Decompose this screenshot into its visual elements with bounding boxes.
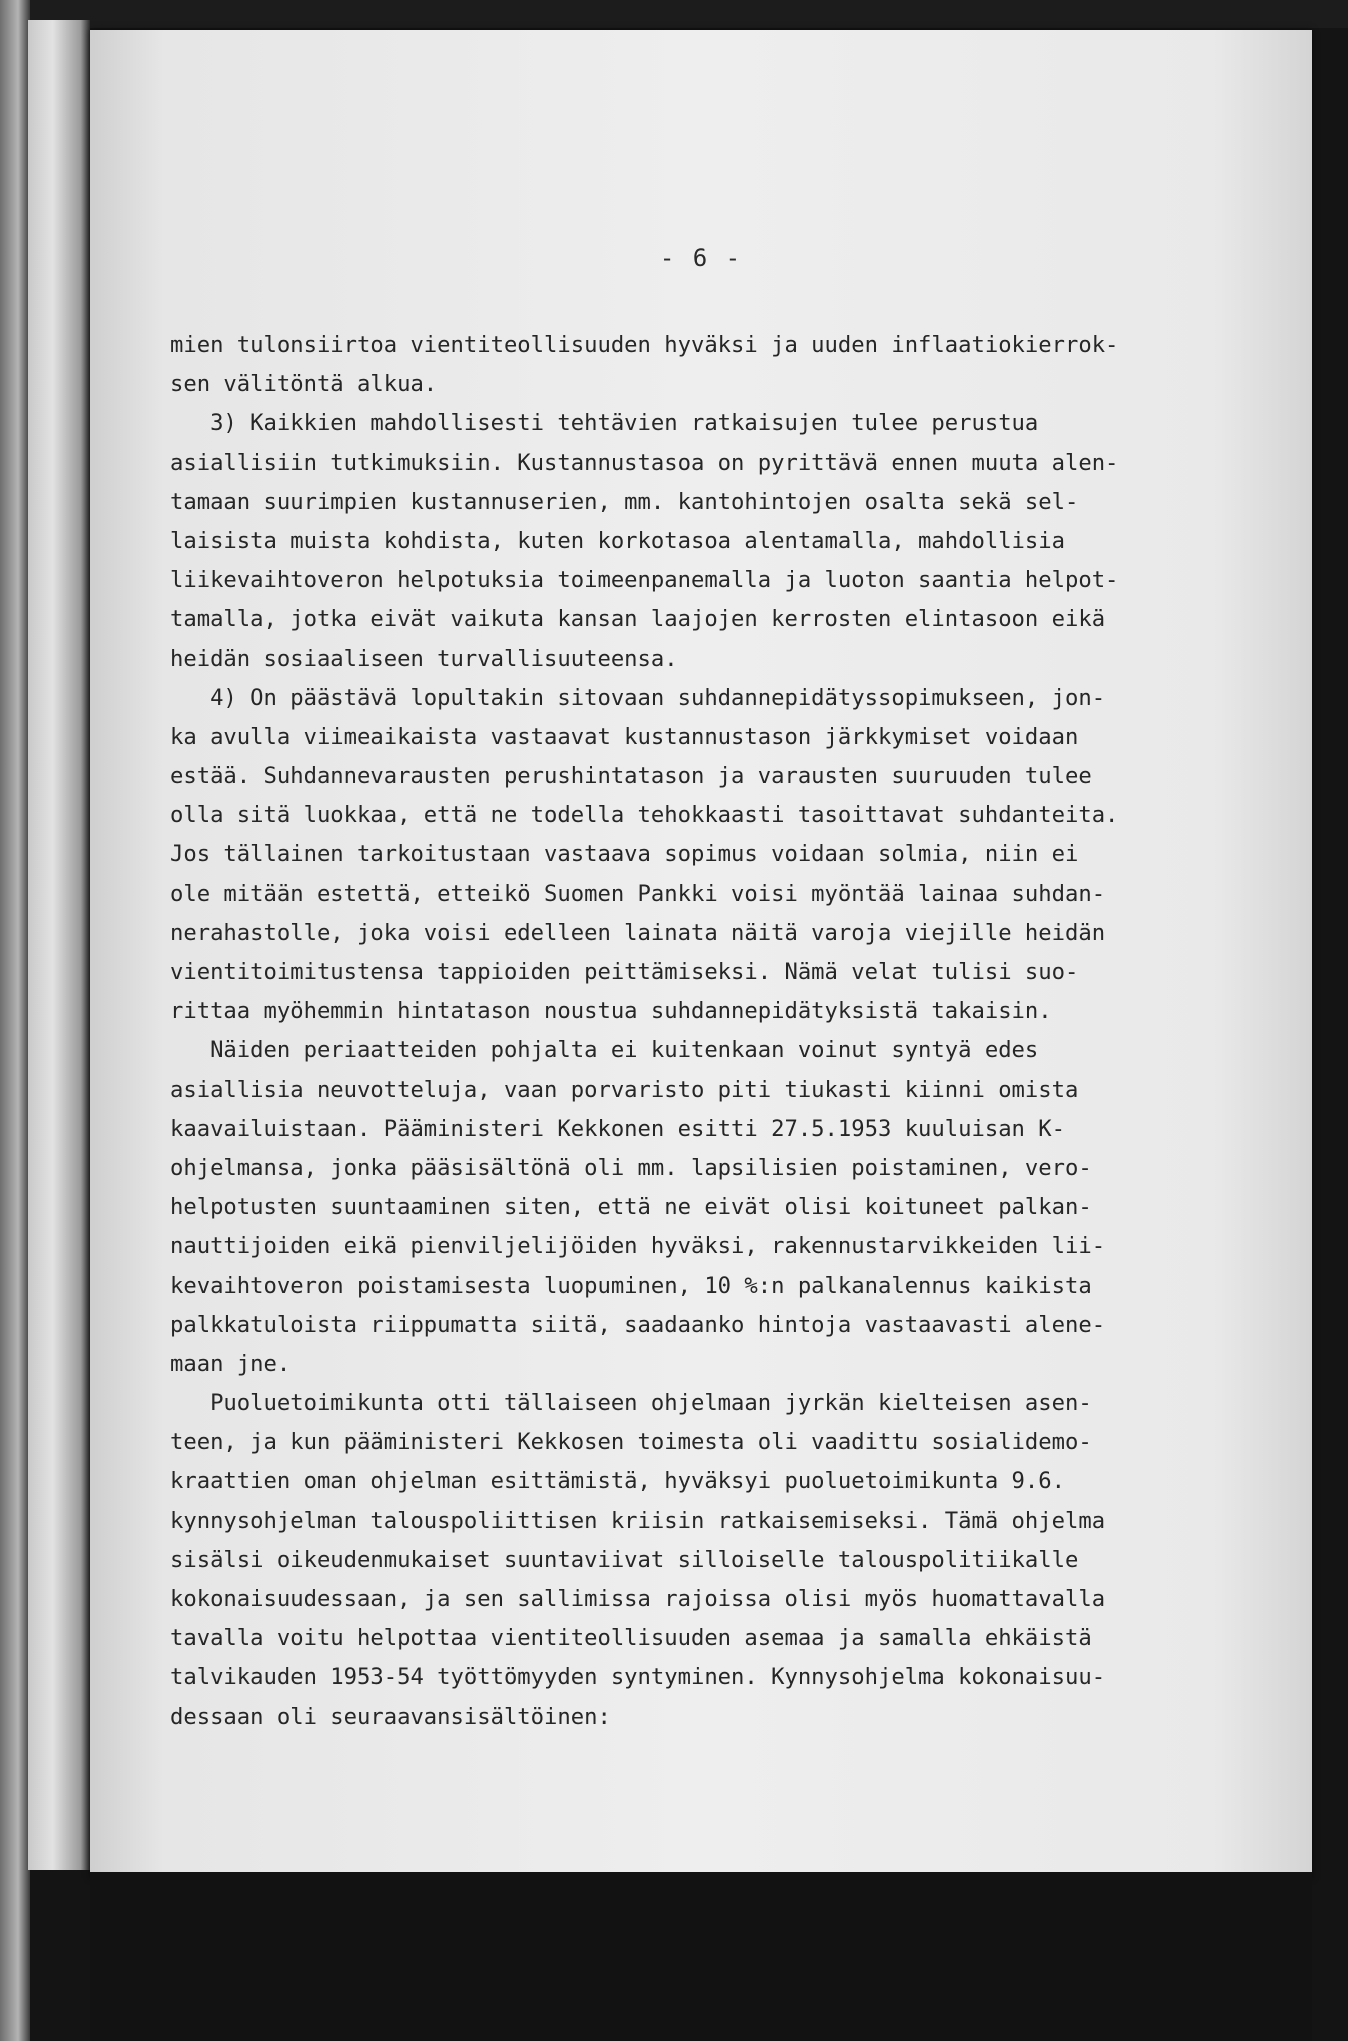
text-line: teen, ja kun pääministeri Kekkosen toimesta oli vaadittu sosialidemo- <box>170 1429 1092 1456</box>
text-line: ole mitään estettä, etteikö Suomen Pankki voisi myöntää lainaa suhdan- <box>170 880 1106 907</box>
paragraph <box>170 679 1320 1032</box>
text-line: palkkatuloista riippumatta siitä, saadaanko hintoja vastaavasti alene- <box>170 1311 1106 1338</box>
text-line: asiallisiin tutkimuksiin. Kustannustasoa on pyrittävä ennen muuta alen- <box>170 449 1119 476</box>
text-line: helpotusten suuntaaminen siten, että ne eivät olisi koituneet palkan- <box>170 1194 1092 1221</box>
scan-left-edge <box>0 0 30 2041</box>
text-line: dessaan oli seuraavansisältöinen: <box>170 1703 611 1730</box>
text-line: Näiden periaatteiden pohjalta ei kuitenkaan voinut syntyä edes <box>170 1037 1039 1064</box>
text-line: laisista muista kohdista, kuten korkotasoa alentamalla, mahdollisia <box>170 527 1065 554</box>
text-line: kraattien oman ohjelman esittämistä, hyväksyi puoluetoimikunta 9.6. <box>170 1468 1065 1495</box>
text-line: ka avulla viimeaikaista vastaavat kustannustason järkkymiset voidaan <box>170 723 1079 750</box>
text-line: olla sitä luokkaa, että ne todella tehokkaasti tasoittavat suhdanteita. <box>170 802 1119 829</box>
text-line: estää. Suhdannevarausten perushintatason ja varausten suuruuden tulee <box>170 763 1092 790</box>
text-line: 3) Kaikkien mahdollisesti tehtävien ratkaisujen tulee perustua <box>170 410 1039 437</box>
text-line: kokonaisuudessaan, ja sen sallimissa rajoissa olisi myös huomattavalla <box>170 1586 1106 1612</box>
text-line: talvikauden 1953-54 työttömyyden syntyminen. Kynnysohjelma kokonaisuu- <box>170 1664 1106 1691</box>
body-text <box>170 326 1320 1737</box>
text-line: kaavailuistaan. Pääministeri Kekkonen esitti 27.5.1953 kuuluisan K- <box>170 1115 1065 1142</box>
text-line: tamaan suurimpien kustannuserien, mm. kantohintojen osalta sekä sel- <box>170 488 1079 515</box>
paragraph <box>170 1031 1320 1384</box>
text-line: ohjelmansa, jonka pääsisältönä oli mm. lapsilisien poistaminen, vero- <box>170 1154 1092 1181</box>
text-line: sen välitöntä alkua. <box>170 371 438 398</box>
text-line: heidän sosiaaliseen turvallisuuteensa. <box>170 645 678 672</box>
text-line: liikevaihtoveron helpotuksia toimeenpanemalla ja luoton saantia helpot- <box>170 567 1119 594</box>
text-line: kynnysohjelman talouspoliittisen kriisin ratkaisemiseksi. Tämä ohjelma <box>170 1507 1106 1534</box>
paragraph <box>170 326 1320 404</box>
text-line: tavalla voitu helpottaa vientiteollisuuden asemaa ja samalla ehkäistä <box>170 1625 1092 1652</box>
document-page <box>90 30 1312 1878</box>
text-line: rittaa myöhemmin hintatason noustua suhdannepidätyksistä takaisin. <box>170 998 1052 1025</box>
text-line: nerahastolle, joka voisi edelleen lainata näitä varoja viejille heidän <box>170 919 1106 946</box>
text-line: maan jne. <box>170 1350 291 1377</box>
text-line: kevaihtoveron poistamisesta luopuminen, 10 %:n palkanalennus kaikista <box>170 1272 1092 1299</box>
scan-top-edge <box>0 0 1348 28</box>
paragraph <box>170 1384 1320 1737</box>
text-line: vientitoimitustensa tappioiden peittämiseksi. Nämä velat tulisi suo- <box>170 959 1079 985</box>
text-line: tamalla, jotka eivät vaikuta kansan laajojen kerrosten elintasoon eikä <box>170 606 1106 633</box>
text-line: 4) On päästävä lopultakin sitovaan suhdannepidätyssopimukseen, jon- <box>170 684 1106 711</box>
text-line: mien tulonsiirtoa vientiteollisuuden hyväksi ja uuden inflaatiokierrok- <box>170 332 1119 358</box>
paragraph <box>170 404 1320 678</box>
binder-strip <box>28 20 90 1870</box>
text-line: asiallisia neuvotteluja, vaan porvaristo piti tiukasti kiinni omista <box>170 1076 1079 1103</box>
text-line: nauttijoiden eikä pienviljelijöiden hyväksi, rakennustarvikkeiden lii- <box>170 1233 1106 1260</box>
text-line: sisälsi oikeudenmukaiset suuntaviivat silloiselle talouspolitiikalle <box>170 1546 1079 1573</box>
text-line: Jos tällainen tarkoitustaan vastaava sopimus voidaan solmia, niin ei <box>170 841 1079 868</box>
text-line: Puoluetoimikunta otti tällaiseen ohjelmaan jyrkän kielteisen asen- <box>170 1390 1092 1417</box>
page-number: - 6 - <box>659 244 743 272</box>
page-bottom-shadow <box>90 1872 1312 2041</box>
